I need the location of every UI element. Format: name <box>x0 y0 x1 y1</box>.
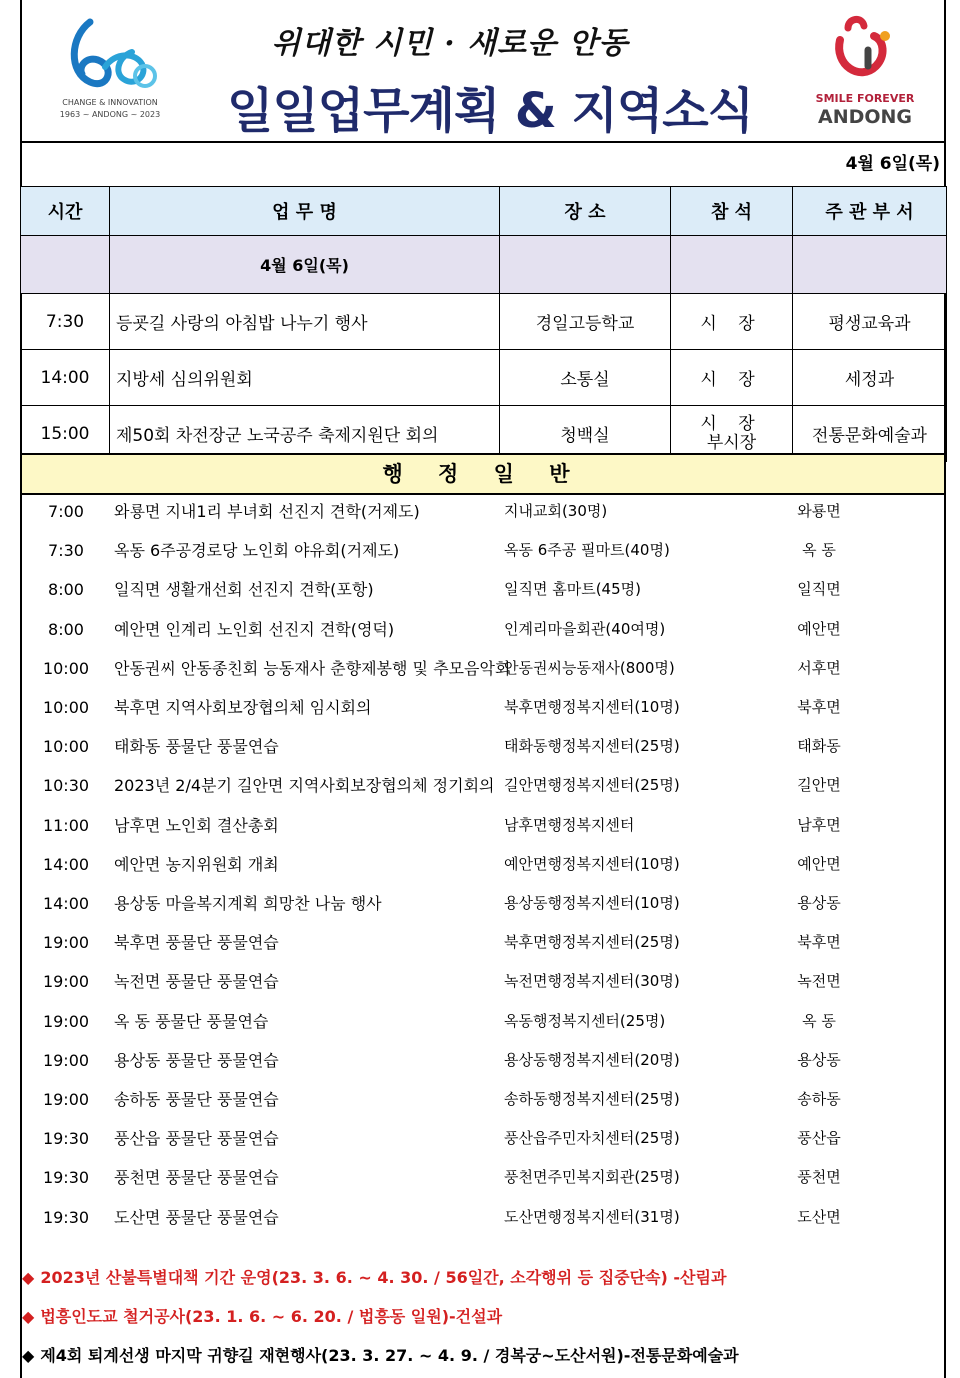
admin-task: 풍산읍 풍물단 풍물연습 <box>114 1129 279 1149</box>
admin-time: 19:00 <box>42 1011 90 1031</box>
event-dept: 평생교육과 <box>793 294 947 350</box>
event-attendee: 시 장 <box>700 413 763 434</box>
admin-dept: 와룡면 <box>797 502 841 520</box>
admin-place: 남후면행정복지센터 <box>504 815 635 834</box>
diamond-bullet-icon: ◆ <box>22 1346 35 1365</box>
logo-caption-1: CHANGE & INNOVATION <box>62 98 158 107</box>
admin-dept: 일직면 <box>797 580 841 599</box>
list-item <box>22 962 944 1001</box>
list-item <box>22 1158 944 1197</box>
admin-task: 옥동 6주공경로당 노인회 야유회(거제도) <box>114 541 400 561</box>
admin-place: 태화동행정복지센터(25명) <box>504 737 680 756</box>
admin-time: 10:00 <box>42 737 90 757</box>
page-title: 일일업무계획 & 지역소식 <box>227 83 753 139</box>
list-item <box>22 1119 944 1158</box>
event-task: 제50회 차전장군 노국공주 축제지원단 회의 <box>110 406 500 462</box>
notice-text: 법흥인도교 철거공사(23. 1. 6. ~ 6. 20. / 법흥동 일원)-건설과 <box>40 1307 503 1326</box>
list-item <box>22 806 944 845</box>
header-attendee: 참 석 <box>671 187 793 236</box>
admin-task: 태화동 풍물단 풍물연습 <box>114 737 279 757</box>
admin-dept: 길안면 <box>797 776 841 795</box>
event-task: 등굣길 사랑의 아침밥 나누기 행사 <box>110 294 500 350</box>
notice-item <box>22 1336 944 1375</box>
admin-time: 7:30 <box>48 541 84 561</box>
admin-place: 일직면 홈마트(45명) <box>504 580 641 599</box>
admin-task: 녹전면 풍물단 풍물연습 <box>114 972 279 992</box>
header-task: 업 무 명 <box>110 187 500 236</box>
sixty-anniversary-logo-icon <box>50 12 170 124</box>
header-time: 시간 <box>21 187 110 236</box>
day-empty-1 <box>21 236 110 294</box>
day-empty-2 <box>500 236 671 294</box>
smile-forever-andong-logo-icon <box>790 10 940 130</box>
header <box>20 0 946 142</box>
notice-item <box>22 1297 944 1336</box>
day-row <box>21 236 947 294</box>
notes <box>22 1258 944 1375</box>
admin-dept: 예안면 <box>797 619 841 638</box>
admin-place: 풍산읍주민자치센터(25명) <box>504 1129 680 1148</box>
admin-time: 19:00 <box>42 1090 90 1109</box>
table-row <box>21 294 947 350</box>
admin-time: 8:00 <box>48 580 84 600</box>
admin-place: 풍천면주민복지회관(25명) <box>504 1168 680 1187</box>
admin-time: 19:00 <box>42 972 90 992</box>
list-item <box>22 1198 944 1237</box>
schedule-table <box>20 186 947 462</box>
day-label: 4월 6일(목) <box>110 236 500 294</box>
admin-task: 용상동 마을복지계획 희망찬 나눔 행사 <box>114 894 382 913</box>
admin-dept: 송하동 <box>797 1090 841 1108</box>
admin-task: 도산면 풍물단 풍물연습 <box>114 1207 279 1227</box>
admin-task: 용상동 풍물단 풍물연습 <box>114 1050 279 1070</box>
admin-time: 10:00 <box>42 698 90 717</box>
admin-dept: 북후면 <box>797 933 841 952</box>
event-attendee-2: 부시장 <box>706 432 757 453</box>
diamond-bullet-icon: ◆ <box>22 1268 35 1287</box>
event-time: 15:00 <box>21 406 110 462</box>
admin-task: 예안면 농지위원회 개최 <box>114 854 279 874</box>
admin-task: 옥 동 풍물단 풍물연습 <box>114 1011 269 1031</box>
admin-task: 남후면 노인회 결산총회 <box>114 815 279 835</box>
admin-time: 19:30 <box>42 1168 90 1188</box>
event-place: 경일고등학교 <box>500 294 671 350</box>
event-attendee: 시 장 <box>671 350 793 406</box>
admin-task: 송하동 풍물단 풍물연습 <box>114 1090 279 1109</box>
list-item <box>22 766 944 805</box>
admin-dept: 풍천면 <box>797 1168 841 1187</box>
notice-text: 제4회 퇴계선생 마지막 귀향길 재현행사(23. 3. 27. ~ 4. 9. / 경복궁~도산서원)-전통문화예술과 <box>40 1346 739 1365</box>
logo-caption-2: 1963 ~ ANDONG ~ 2023 <box>59 110 161 119</box>
admin-place: 길안면행정복지센터(25명) <box>504 776 680 795</box>
admin-task: 2023년 2/4분기 길안면 지역사회보장협의체 정기회의 <box>114 776 495 796</box>
notice-text: 2023년 산불특별대책 기간 운영(23. 3. 6. ~ 4. 30. / 56일간, 소각행위 등 집중단속) -산림과 <box>40 1268 727 1287</box>
admin-dept: 녹전면 <box>797 972 841 991</box>
admin-dept: 용상동 <box>797 1050 841 1069</box>
list-item <box>22 1080 944 1119</box>
event-dept: 세정과 <box>793 350 947 406</box>
header-place: 장 소 <box>500 187 671 236</box>
admin-place: 지내교회(30명) <box>504 502 608 520</box>
admin-time: 10:30 <box>42 776 90 796</box>
header-dept: 주 관 부 서 <box>793 187 947 236</box>
admin-place: 송하동행정복지센터(25명) <box>504 1090 680 1108</box>
list-item <box>22 884 944 923</box>
day-empty-4 <box>793 236 947 294</box>
table-row <box>21 350 947 406</box>
admin-task: 북후면 풍물단 풍물연습 <box>114 933 279 953</box>
admin-dept: 옥 동 <box>802 1011 836 1030</box>
list-item <box>22 570 944 609</box>
admin-section-title: 행 정 일 반 <box>22 453 944 495</box>
admin-time: 7:00 <box>48 502 84 521</box>
list-item <box>22 1002 944 1041</box>
list-item <box>22 727 944 766</box>
admin-time: 14:00 <box>42 894 90 913</box>
event-time: 7:30 <box>21 294 110 350</box>
list-item <box>22 531 944 570</box>
admin-place: 도산면행정복지센터(31명) <box>504 1207 680 1226</box>
list-item <box>22 492 944 531</box>
admin-dept: 풍산읍 <box>797 1129 841 1148</box>
admin-time: 11:00 <box>42 815 90 835</box>
admin-task: 일직면 생활개선회 선진지 견학(포항) <box>114 580 374 600</box>
admin-place: 북후면행정복지센터(10명) <box>504 698 680 716</box>
admin-task: 북후면 지역사회보장협의체 임시회의 <box>114 698 372 717</box>
admin-place: 인계리마을회관(40여명) <box>504 619 666 638</box>
logo-right-line1: SMILE FOREVER <box>815 92 915 105</box>
event-place: 소통실 <box>500 350 671 406</box>
admin-place: 옥동 6주공 필마트(40명) <box>504 541 670 560</box>
list-item <box>22 688 944 727</box>
admin-time: 8:00 <box>48 619 84 639</box>
admin-time: 19:00 <box>42 1050 90 1070</box>
notice-item <box>22 1258 944 1297</box>
header-divider <box>20 141 946 143</box>
admin-dept: 용상동 <box>797 894 841 912</box>
event-task: 지방세 심의위원회 <box>110 350 500 406</box>
event-attendee: 시 장 <box>671 294 793 350</box>
list-item <box>22 649 944 688</box>
day-empty-3 <box>671 236 793 294</box>
admin-place: 녹전면행정복지센터(30명) <box>504 972 680 991</box>
event-place: 청백실 <box>500 406 671 462</box>
slogan: 위대한 시민 · 새로운 안동 <box>271 26 629 61</box>
admin-time: 19:30 <box>42 1207 90 1227</box>
admin-task: 풍천면 풍물단 풍물연습 <box>114 1168 279 1188</box>
list-item <box>22 610 944 649</box>
admin-dept: 태화동 <box>797 737 841 756</box>
logo-right-line2: ANDONG <box>817 106 913 128</box>
admin-dept: 도산면 <box>797 1207 841 1226</box>
admin-dept: 남후면 <box>797 815 841 834</box>
list-item <box>22 1041 944 1080</box>
list-item <box>22 845 944 884</box>
table-header-row <box>21 187 947 236</box>
date-label: 4월 6일(목) <box>845 154 940 174</box>
event-dept: 전통문화예술과 <box>793 406 947 462</box>
admin-task: 예안면 인계리 노인회 선진지 견학(영덕) <box>114 619 395 639</box>
admin-time: 19:30 <box>42 1129 90 1149</box>
admin-place: 북후면행정복지센터(25명) <box>504 933 680 952</box>
admin-task: 안동권씨 안동종친회 능동재사 춘향제봉행 및 추모음악회 <box>114 658 511 678</box>
admin-dept: 북후면 <box>797 698 841 716</box>
admin-place: 용상동행정복지센터(10명) <box>504 894 680 912</box>
admin-place: 예안면행정복지센터(10명) <box>504 854 680 873</box>
admin-place: 용상동행정복지센터(20명) <box>504 1050 680 1069</box>
admin-place: 안동권씨능동재사(800명) <box>504 658 675 677</box>
diamond-bullet-icon: ◆ <box>22 1307 35 1326</box>
admin-dept: 서후면 <box>797 658 841 677</box>
admin-place: 옥동행정복지센터(25명) <box>504 1011 666 1030</box>
admin-time: 19:00 <box>42 933 90 953</box>
admin-task: 와룡면 지내1리 부녀회 선진지 견학(거제도) <box>114 502 420 521</box>
admin-dept: 옥 동 <box>802 541 836 560</box>
admin-time: 10:00 <box>42 658 90 678</box>
event-time: 14:00 <box>21 350 110 406</box>
admin-dept: 예안면 <box>797 854 841 873</box>
list-item <box>22 923 944 962</box>
admin-time: 14:00 <box>42 854 90 874</box>
